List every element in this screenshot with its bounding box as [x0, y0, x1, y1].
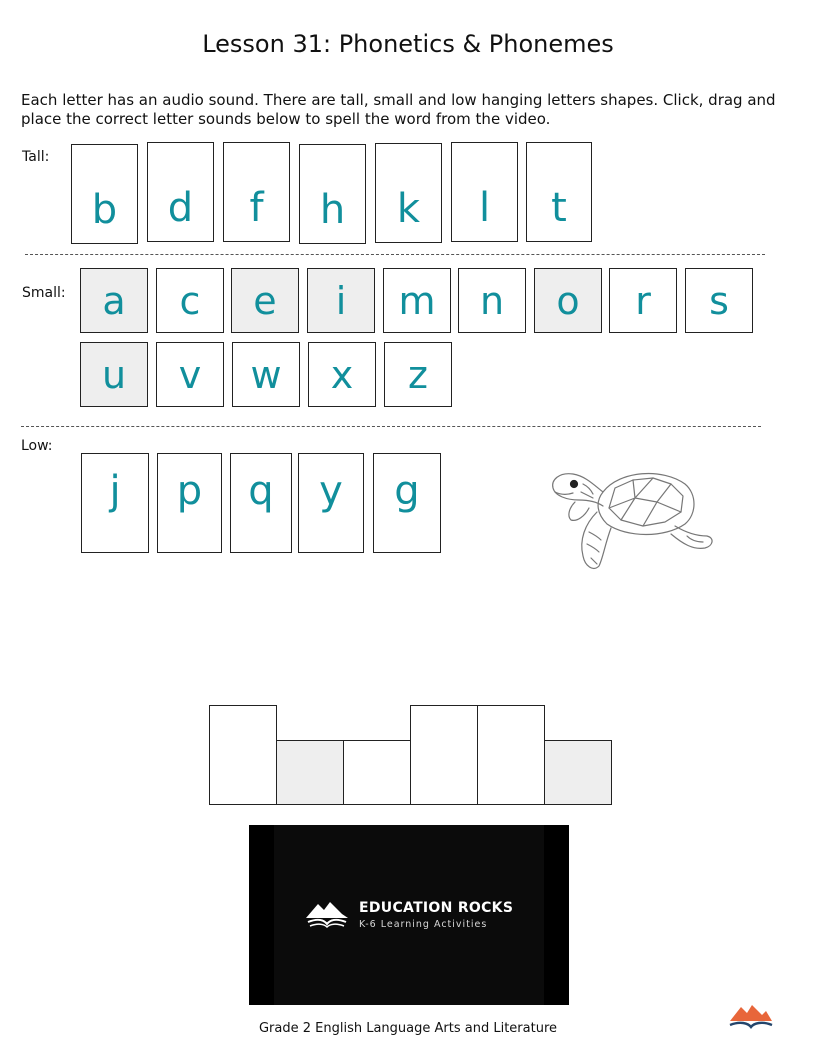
tall-row-label: Tall: — [22, 149, 50, 165]
letter-tile-o[interactable]: o — [534, 268, 602, 333]
small-row-label: Small: — [22, 285, 66, 301]
divider-tall-small — [25, 254, 765, 255]
brand-tagline: K-6 Learning Activities — [359, 919, 488, 930]
letter-tile-n[interactable]: n — [458, 268, 526, 333]
letter-tile-h[interactable]: h — [299, 144, 366, 244]
answer-slot-1[interactable] — [209, 705, 277, 805]
letter-tile-x[interactable]: x — [308, 342, 376, 407]
letter-tile-u[interactable]: u — [80, 342, 148, 407]
divider-small-low — [21, 426, 761, 427]
letter-tile-z[interactable]: z — [384, 342, 452, 407]
letter-tile-v[interactable]: v — [156, 342, 224, 407]
letter-tile-l[interactable]: l — [451, 142, 518, 242]
instructions-text: Each letter has an audio sound. There are tall, small and low hanging letters shapes. Click, drag and place the correct letter sounds below to spell the word from the video. — [21, 91, 776, 128]
page-title: Lesson 31: Phonetics & Phonemes — [202, 30, 614, 58]
letter-tile-b[interactable]: b — [71, 144, 138, 244]
letter-tile-t[interactable]: t — [526, 142, 592, 242]
letter-tile-j[interactable]: j — [81, 453, 149, 553]
letter-tile-y[interactable]: y — [298, 453, 364, 553]
video-player[interactable] — [249, 825, 569, 1005]
letter-tile-d[interactable]: d — [147, 142, 214, 242]
sea-turtle-illustration — [545, 462, 720, 574]
letter-tile-r[interactable]: r — [609, 268, 677, 333]
answer-slot-4[interactable] — [410, 705, 478, 805]
letter-tile-a[interactable]: a — [80, 268, 148, 333]
letter-tile-m[interactable]: m — [383, 268, 451, 333]
footer-text: Grade 2 English Language Arts and Literature — [258, 1021, 558, 1036]
answer-slot-3[interactable] — [343, 740, 411, 805]
mountain-book-logo-icon — [304, 900, 350, 928]
letter-tile-q[interactable]: q — [230, 453, 292, 553]
letter-tile-p[interactable]: p — [157, 453, 222, 553]
low-row-label: Low: — [21, 438, 53, 454]
letter-tile-s[interactable]: s — [685, 268, 753, 333]
answer-slot-2[interactable] — [276, 740, 344, 805]
education-rocks-logo-icon — [728, 1001, 774, 1031]
answer-slot-6[interactable] — [544, 740, 612, 805]
letter-tile-i[interactable]: i — [307, 268, 375, 333]
letter-tile-w[interactable]: w — [232, 342, 300, 407]
letter-tile-c[interactable]: c — [156, 268, 224, 333]
letter-tile-f[interactable]: f — [223, 142, 290, 242]
brand-name: EDUCATION ROCKS — [359, 900, 514, 916]
letter-tile-e[interactable]: e — [231, 268, 299, 333]
answer-slot-5[interactable] — [477, 705, 545, 805]
letter-tile-g[interactable]: g — [373, 453, 441, 553]
letter-tile-k[interactable]: k — [375, 143, 442, 243]
